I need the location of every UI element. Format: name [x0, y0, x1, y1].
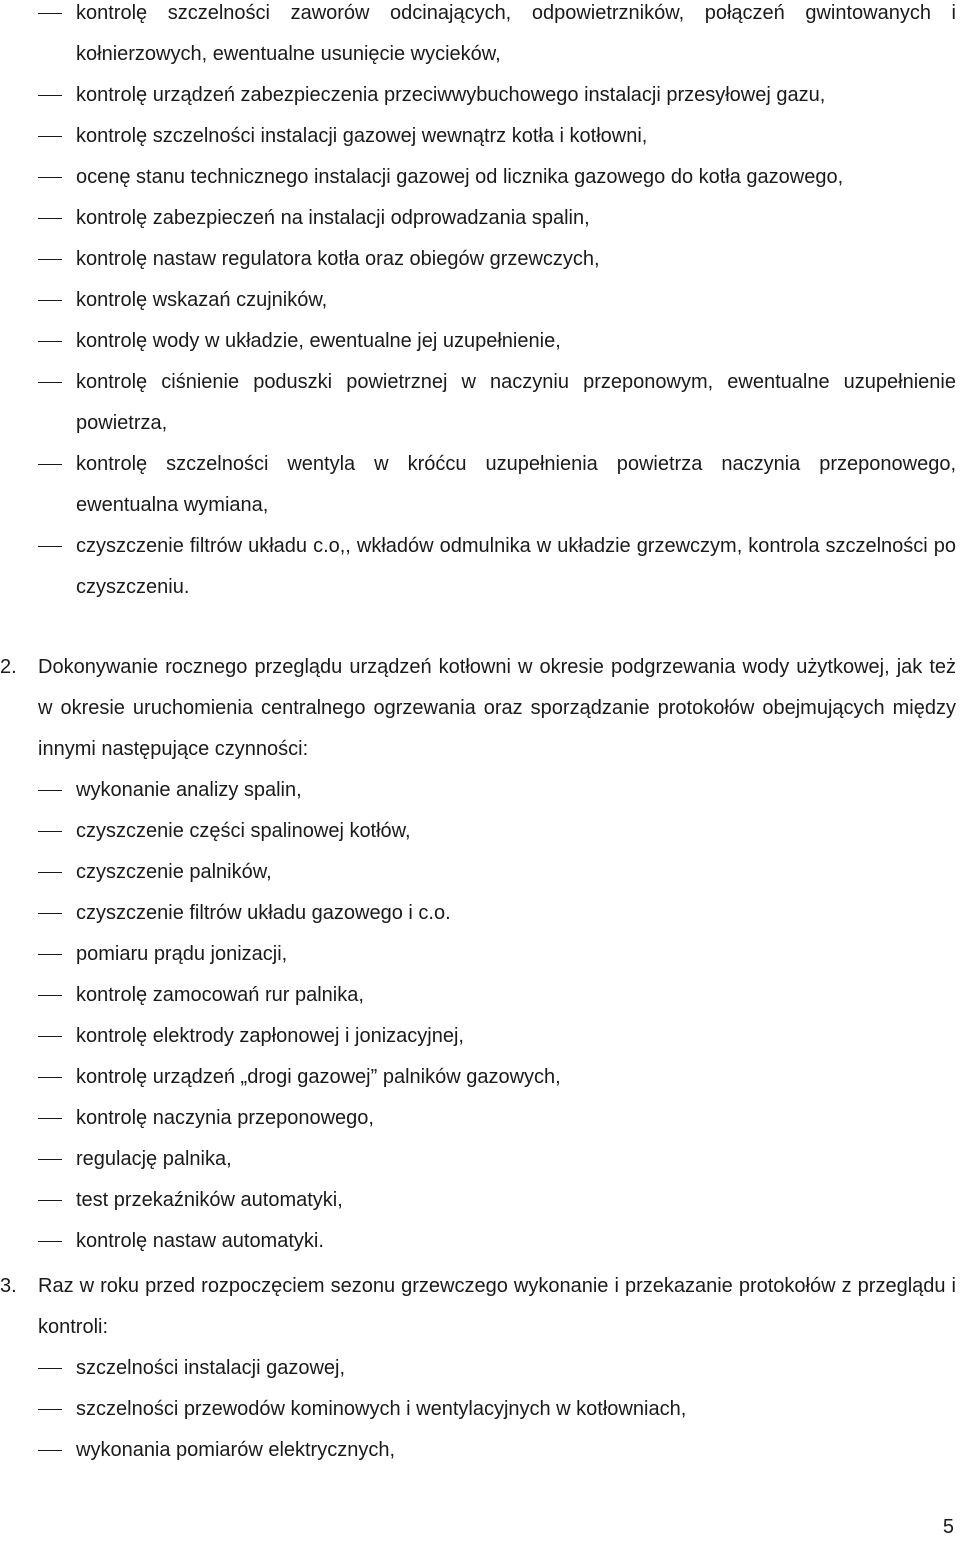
dash-bullet: [38, 218, 62, 219]
list-item-text: regulację palnika,: [76, 1148, 232, 1170]
dash-bullet: [38, 1159, 62, 1160]
paragraph-number: 3.: [0, 1275, 17, 1297]
paragraph-number: 2.: [0, 656, 17, 678]
dash-bullet: [38, 95, 62, 96]
dash-bullet: [38, 1409, 62, 1410]
list-item-text: czyszczenie części spalinowej kotłów,: [76, 820, 411, 842]
list-item: [0, 770, 960, 811]
dash-bullet: [38, 1450, 62, 1451]
list-item: [0, 1139, 960, 1180]
list-item: [0, 1348, 960, 1389]
dash-bullet: [38, 136, 62, 137]
numbered-paragraph: [0, 1266, 960, 1348]
list-item-text: test przekaźników automatyki,: [76, 1189, 343, 1211]
dash-bullet: [38, 1077, 62, 1078]
list-item-text: kontrolę urządzeń „drogi gazowej” palników gazowych,: [76, 1066, 561, 1088]
paragraph-text: Raz w roku przed rozpoczęciem sezonu grzewczego wykonanie i przekazanie protokołów z przeglądu i kontroli:: [38, 1275, 956, 1338]
list-item: [0, 1430, 960, 1471]
dash-bullet: [38, 177, 62, 178]
list-item: [0, 362, 960, 444]
dash-bullet: [38, 382, 62, 383]
page-number: 5: [942, 1516, 954, 1538]
list-item-text: kontrolę wody w układzie, ewentualne jej uzupełnienie,: [76, 330, 561, 352]
list-item: [0, 116, 960, 157]
dash-bullet: [38, 13, 62, 14]
dash-bullet: [38, 341, 62, 342]
section-3: [0, 1266, 960, 1471]
list-item-text: kontrolę zabezpieczeń na instalacji odprowadzania spalin,: [76, 207, 590, 229]
list-item: [0, 811, 960, 852]
section-2: [0, 647, 960, 1262]
list-item: [0, 0, 960, 75]
list-item-text: kontrolę szczelności zaworów odcinających, odpowietrzników, połączeń gwintowanych i kołnierzowych, ewentualne usunięcie wycieków,: [76, 2, 956, 65]
list-item-text: wykonania pomiarów elektrycznych,: [76, 1439, 396, 1461]
dash-bullet: [38, 1118, 62, 1119]
dash-bullet: [38, 300, 62, 301]
list-item: [0, 1057, 960, 1098]
list-item: [0, 1180, 960, 1221]
list-item: [0, 239, 960, 280]
list-item: [0, 1016, 960, 1057]
dash-bullet: [38, 259, 62, 260]
list-item: [0, 1389, 960, 1430]
list-item: [0, 280, 960, 321]
dash-bullet: [38, 546, 62, 547]
list-item-text: wykonanie analizy spalin,: [76, 779, 302, 801]
dash-bullet: [38, 831, 62, 832]
list-item: [0, 321, 960, 362]
list-item-text: szczelności przewodów kominowych i wentylacyjnych w kotłowniach,: [76, 1398, 687, 1420]
dash-bullet: [38, 790, 62, 791]
dash-bullet: [38, 872, 62, 873]
list-item-text: pomiaru prądu jonizacji,: [76, 943, 288, 965]
list-item-text: szczelności instalacji gazowej,: [76, 1357, 346, 1379]
numbered-paragraph: [0, 647, 960, 770]
dash-bullet: [38, 1036, 62, 1037]
list-item: [0, 893, 960, 934]
list-item-text: kontrolę szczelności instalacji gazowej wewnątrz kotła i kotłowni,: [76, 125, 648, 147]
list-item-text: kontrolę urządzeń zabezpieczenia przeciwwybuchowego instalacji przesyłowej gazu,: [76, 84, 826, 106]
list-item-text: czyszczenie filtrów układu gazowego i c.o.: [76, 902, 451, 924]
list-item: [0, 526, 960, 608]
list-item-text: kontrolę elektrody zapłonowej i jonizacyjnej,: [76, 1025, 464, 1047]
list-item: [0, 75, 960, 116]
list-item-text: czyszczenie filtrów układu c.o,, wkładów odmulnika w układzie grzewczym, kontrola szczelności po czyszczeniu.: [76, 535, 956, 598]
list-item-text: ocenę stanu technicznego instalacji gazowej od licznika gazowego do kotła gazowego,: [76, 166, 844, 188]
list-item: [0, 852, 960, 893]
list-item-text: kontrolę naczynia przeponowego,: [76, 1107, 374, 1129]
section-1-list: [0, 0, 960, 608]
list-item: [0, 1098, 960, 1139]
dash-bullet: [38, 913, 62, 914]
list-item-text: kontrolę wskazań czujników,: [76, 289, 328, 311]
list-item-text: kontrolę nastaw automatyki.: [76, 1230, 324, 1252]
dash-bullet: [38, 954, 62, 955]
paragraph-text: Dokonywanie rocznego przeglądu urządzeń kotłowni w okresie podgrzewania wody użytkowej, jak też w okresie uruchomienia centralnego ogrzewania oraz sporządzanie protokołów obejmujących między innymi następujące czynności:: [38, 656, 956, 760]
list-item-text: kontrolę szczelności wentyla w króćcu uzupełnienia powietrza naczynia przeponowego, ewentualna wymiana,: [76, 453, 956, 516]
list-item: [0, 975, 960, 1016]
dash-bullet: [38, 1241, 62, 1242]
dash-bullet: [38, 995, 62, 996]
list-item-text: czyszczenie palników,: [76, 861, 272, 883]
list-item: [0, 157, 960, 198]
list-item: [0, 444, 960, 526]
list-item: [0, 934, 960, 975]
dash-bullet: [38, 1368, 62, 1369]
list-item-text: kontrolę zamocowań rur palnika,: [76, 984, 364, 1006]
dash-bullet: [38, 1200, 62, 1201]
list-item-text: kontrolę nastaw regulatora kotła oraz obiegów grzewczych,: [76, 248, 600, 270]
list-item: [0, 1221, 960, 1262]
dash-bullet: [38, 464, 62, 465]
list-item: [0, 198, 960, 239]
list-item-text: kontrolę ciśnienie poduszki powietrznej w naczyniu przeponowym, ewentualne uzupełnienie powietrza,: [76, 371, 956, 434]
